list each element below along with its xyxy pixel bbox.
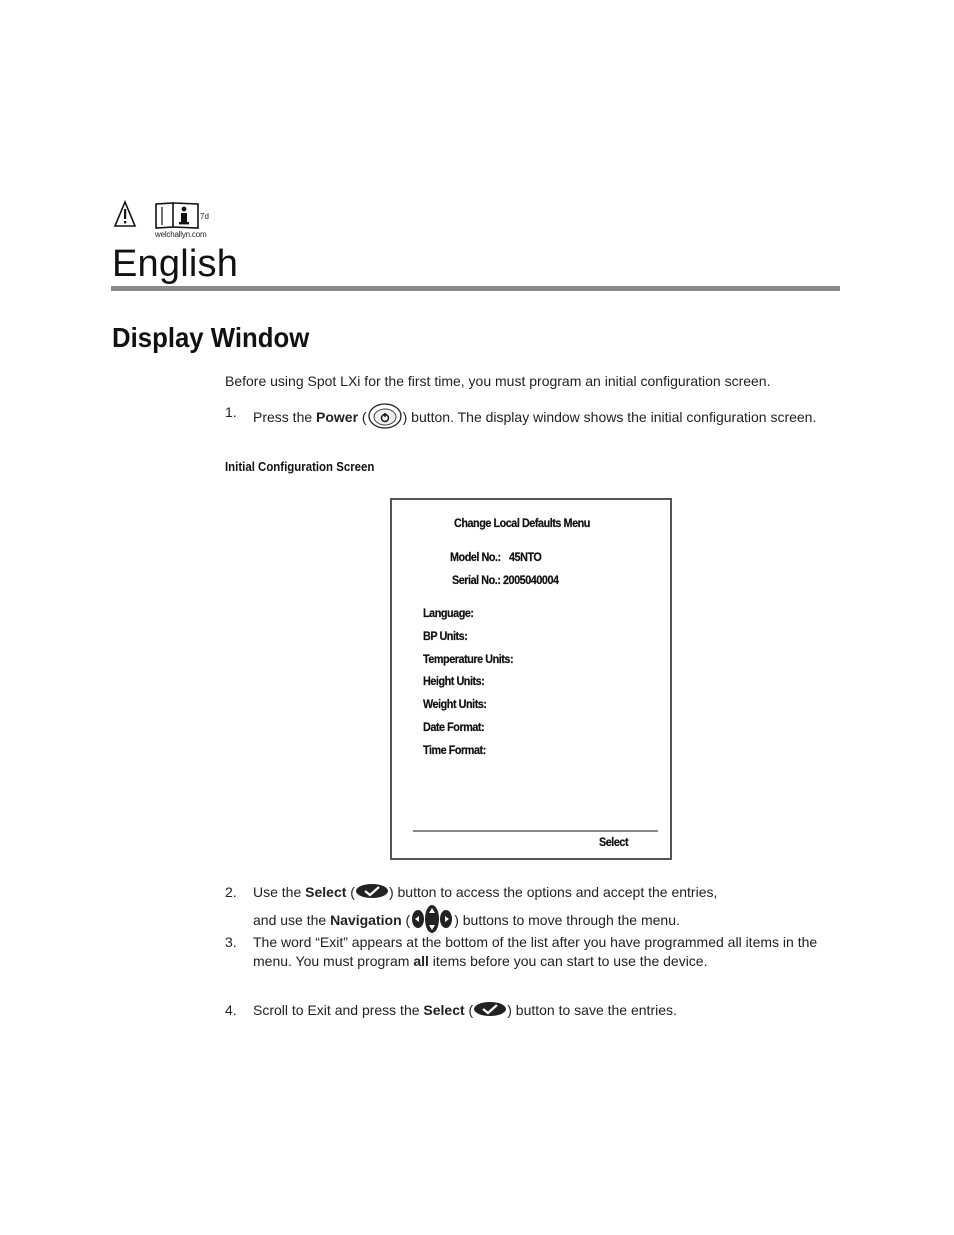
title-divider bbox=[111, 286, 840, 291]
menu-item-time-format: Time Format: bbox=[423, 743, 486, 757]
navigation-label: Navigation bbox=[330, 912, 402, 929]
config-screen-figure bbox=[390, 498, 672, 860]
step-number: 1. bbox=[225, 404, 237, 420]
step-text: Scroll to Exit and press the Select ( ) button to save the entries. bbox=[253, 1001, 833, 1022]
select-label: Select bbox=[305, 884, 347, 901]
serial-label: Serial No.: bbox=[452, 573, 501, 587]
screen-divider bbox=[413, 830, 658, 832]
model-value: 45NTO bbox=[509, 550, 542, 564]
menu-item-temperature-units: Temperature Units: bbox=[423, 652, 514, 666]
warning-icon bbox=[115, 202, 135, 226]
serial-value: 2005040004 bbox=[503, 573, 559, 587]
website-label: welchallyn.com bbox=[155, 230, 207, 239]
figure-caption: Initial Configuration Screen bbox=[225, 459, 375, 474]
screen-title: Change Local Defaults Menu bbox=[454, 516, 590, 530]
model-label: Model No.: bbox=[450, 550, 501, 564]
step-text: The word “Exit” appears at the bottom of the list after you have programmed all items in the menu. You must program all items before you can start to use the device. bbox=[253, 934, 818, 969]
power-icon bbox=[367, 403, 403, 434]
info-manual-icon bbox=[156, 203, 198, 228]
step-text: Press the Power ( ) button. The display window shows the initial configuration screen. bbox=[253, 403, 833, 434]
menu-item-weight-units: Weight Units: bbox=[423, 697, 487, 711]
screen-select-softkey: Select bbox=[599, 835, 629, 849]
select-icon bbox=[473, 1001, 507, 1022]
menu-item-height-units: Height Units: bbox=[423, 674, 485, 688]
intro-paragraph: Before using Spot LXi for the first time, you must program an initial configuration screen. bbox=[225, 373, 771, 389]
step-number: 4. bbox=[225, 1002, 237, 1018]
menu-item-language: Language: bbox=[423, 606, 474, 620]
step-text: Use the Select ( ) button to access the options and accept the entries, and use the Navigation ( ) buttons to move through the menu. bbox=[253, 883, 833, 939]
page-title: English bbox=[112, 243, 239, 285]
step-number: 3. bbox=[225, 934, 237, 950]
menu-item-date-format: Date Format: bbox=[423, 720, 485, 734]
menu-item-bp-units: BP Units: bbox=[423, 629, 468, 643]
select-label: Select bbox=[423, 1002, 465, 1019]
step-number: 2. bbox=[225, 884, 237, 900]
power-label: Power bbox=[316, 409, 359, 426]
all-emphasis: all bbox=[413, 953, 429, 969]
select-icon bbox=[355, 883, 389, 904]
icon-label: 7d bbox=[200, 212, 209, 221]
section-title: Display Window bbox=[112, 322, 310, 353]
